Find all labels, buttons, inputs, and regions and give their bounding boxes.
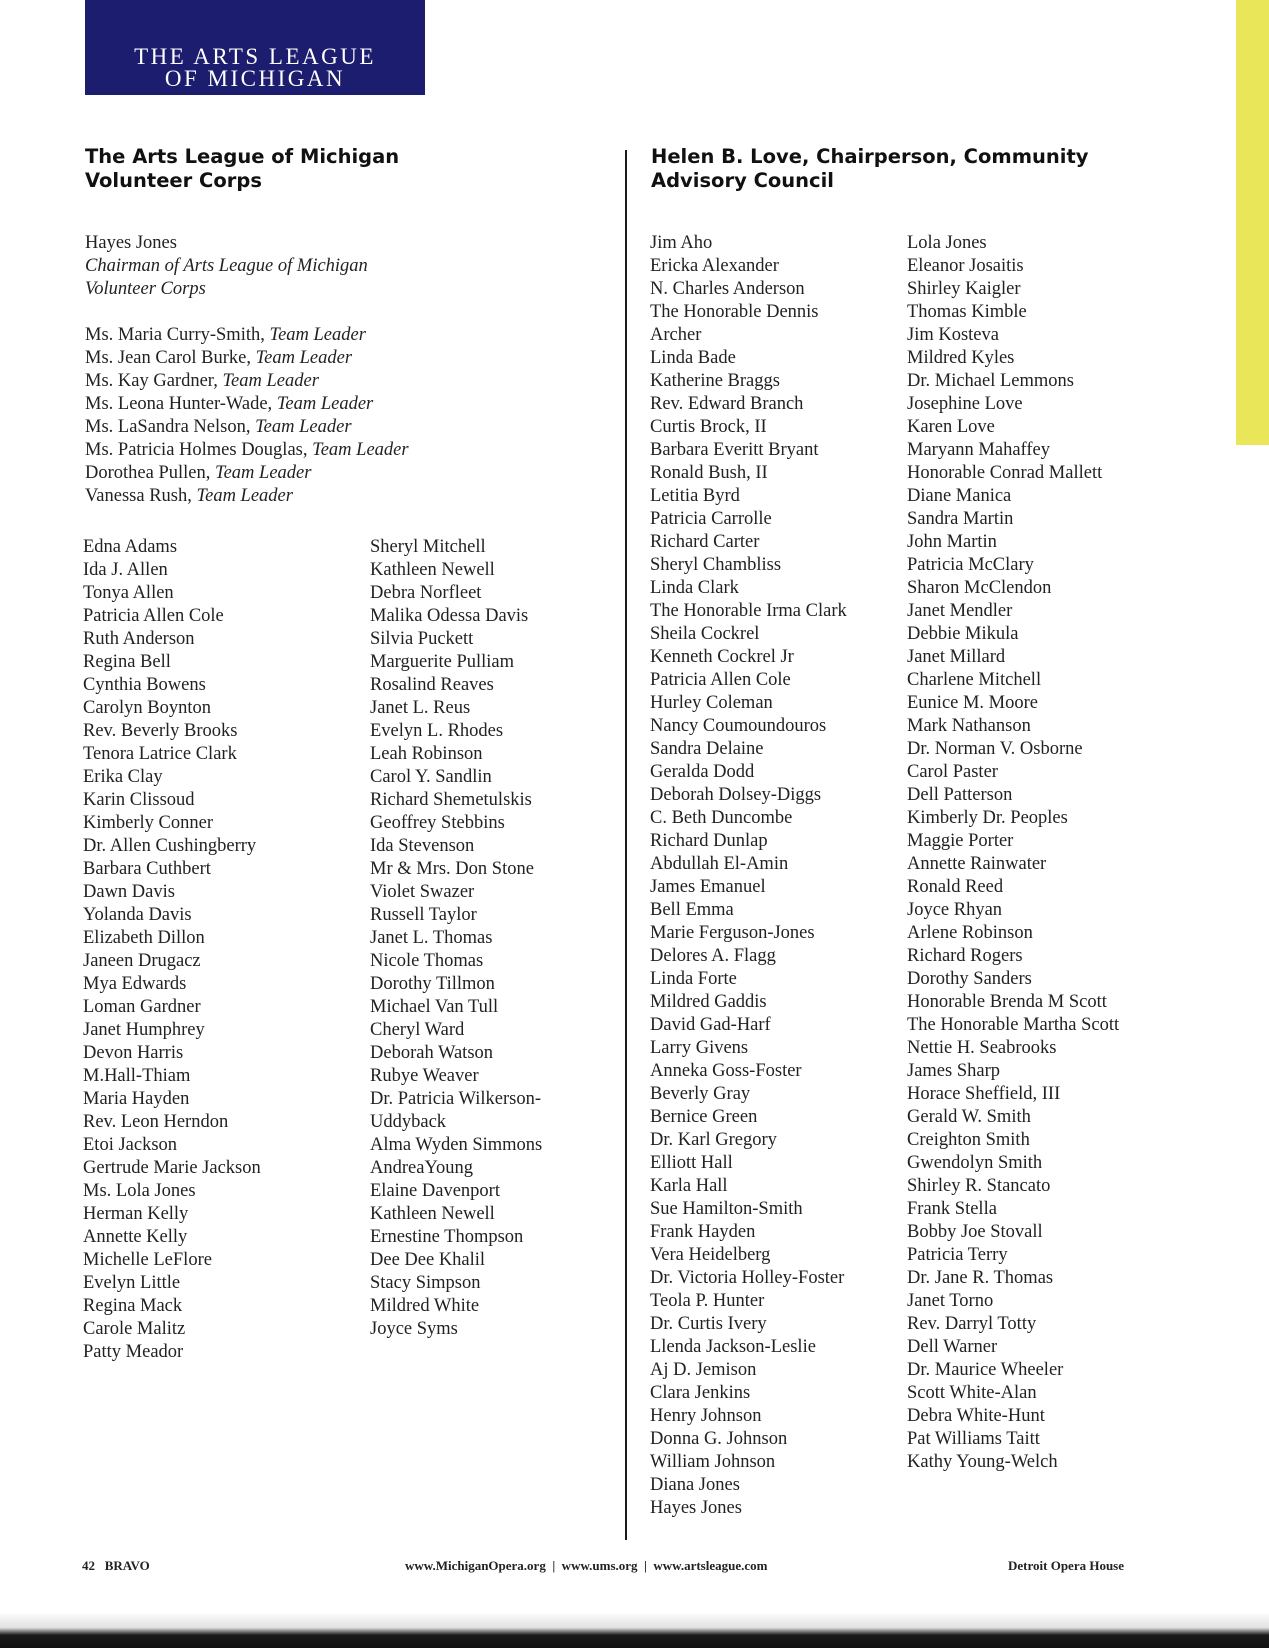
list-item: Regina Bell (83, 652, 171, 672)
advisory-list-column-2 (907, 232, 1119, 1474)
list-item: Janet L. Thomas (370, 928, 493, 948)
team-leader-name: Ms. Maria Curry-Smith, (85, 325, 270, 345)
list-item: Karen Love (907, 417, 995, 437)
list-item: Ronald Bush, II (650, 463, 768, 483)
list-item: Mya Edwards (83, 974, 187, 994)
page-number: 42 (82, 1558, 95, 1573)
advisory-list-column-1 (650, 232, 847, 1520)
list-item: Loman Gardner (83, 997, 201, 1017)
list-item: Michelle LeFlore (83, 1250, 212, 1270)
list-item: Charlene Mitchell (907, 670, 1042, 690)
list-item: Nettie H. Seabrooks (907, 1038, 1057, 1058)
list-item: Dorothy Sanders (907, 969, 1032, 989)
list-item: Ruth Anderson (83, 629, 195, 649)
list-item: Ericka Alexander (650, 256, 779, 276)
list-item: Delores A. Flagg (650, 946, 776, 966)
list-item: Shirley R. Stancato (907, 1176, 1051, 1196)
volunteer-list-column-1 (83, 536, 261, 1364)
list-item: AndreaYoung (370, 1158, 473, 1178)
team-leader-name: Ms. Patricia Holmes Douglas, (85, 440, 313, 460)
team-leader-role: Team Leader (255, 348, 353, 368)
page-edge-strip (1236, 0, 1269, 445)
list-item: Cheryl Ward (370, 1020, 465, 1040)
list-item: Janet Humphrey (83, 1020, 205, 1040)
team-leader-name: Ms. Kay Gardner, (85, 371, 223, 391)
list-item: Tonya Allen (83, 583, 174, 603)
list-item: Dr. Maurice Wheeler (907, 1360, 1064, 1380)
list-item: Richard Rogers (907, 946, 1023, 966)
list-item: Linda Clark (650, 578, 739, 598)
list-item: Ms. Lola Jones (83, 1181, 196, 1201)
list-item: Patricia Terry (907, 1245, 1008, 1265)
team-leader-role: Team Leader (255, 417, 352, 437)
list-item: Erika Clay (83, 767, 163, 787)
list-item: Michael Van Tull (370, 997, 499, 1017)
list-item: Ernestine Thompson (370, 1227, 524, 1247)
list-item: Evelyn L. Rhodes (370, 721, 504, 741)
list-item: Janet Torno (907, 1291, 994, 1311)
list-item: Karla Hall (650, 1176, 728, 1196)
list-item: Patty Meador (83, 1342, 184, 1362)
footer-websites: www.MichiganOpera.org | www.ums.org | www.artsleague.com (405, 1558, 768, 1573)
list-item: Patricia McClary (907, 555, 1034, 575)
list-item: The Honorable Irma Clark (650, 601, 847, 621)
team-leader-role: Team Leader (222, 371, 319, 391)
list-item: Scott White-Alan (907, 1383, 1037, 1403)
list-item: Kimberly Conner (83, 813, 213, 833)
list-item: Llenda Jackson-Leslie (650, 1337, 816, 1357)
list-item: Jim Aho (650, 233, 713, 253)
list-item: Patricia Allen Cole (650, 670, 791, 690)
list-item: Carole Malitz (83, 1319, 186, 1339)
list-item: Gerald W. Smith (907, 1107, 1031, 1127)
list-item: Larry Givens (650, 1038, 749, 1058)
list-item: Kathleen Newell (370, 560, 495, 580)
list-item: Gertrude Marie Jackson (83, 1158, 261, 1178)
list-item: John Martin (907, 532, 997, 552)
list-item: Deborah Dolsey-Diggs (650, 785, 822, 805)
list-item: Annette Kelly (83, 1227, 188, 1247)
list-item: Linda Bade (650, 348, 736, 368)
list-item: Debra White-Hunt (907, 1406, 1045, 1426)
list-item: Richard Shemetulskis (370, 790, 532, 810)
list-item: Honorable Brenda M Scott (907, 992, 1107, 1012)
list-item: Katherine Braggs (650, 371, 780, 391)
list-item: Cynthia Bowens (83, 675, 206, 695)
team-leader-name: Vanessa Rush, (85, 486, 197, 506)
list-item: Elizabeth Dillon (83, 928, 205, 948)
masthead-banner (85, 0, 425, 95)
list-item: Debra Norfleet (370, 583, 482, 603)
list-item: Dell Warner (907, 1337, 998, 1357)
list-item: Sandra Delaine (650, 739, 764, 759)
list-item: Carol Y. Sandlin (370, 767, 492, 787)
list-item: Dorothy Tillmon (370, 974, 495, 994)
list-item: Mildred Kyles (907, 348, 1015, 368)
team-leader-item (85, 393, 409, 416)
list-item: Ronald Reed (907, 877, 1004, 897)
list-item: Diana Jones (650, 1475, 740, 1495)
list-item: Linda Forte (650, 969, 737, 989)
list-item: Frank Stella (907, 1199, 997, 1219)
list-item: Malika Odessa Davis (370, 606, 529, 626)
list-item: Annette Rainwater (907, 854, 1047, 874)
list-item: Dr. Victoria Holley-Foster (650, 1268, 845, 1288)
list-item: James Sharp (907, 1061, 1000, 1081)
list-item: Honorable Conrad Mallett (907, 463, 1103, 483)
list-item: Evelyn Little (83, 1273, 181, 1293)
list-item: Sheryl Chambliss (650, 555, 782, 575)
list-item: Karin Clissoud (83, 790, 195, 810)
list-item: Thomas Kimble (907, 302, 1027, 322)
list-item: Rev. Leon Herndon (83, 1112, 229, 1132)
list-item: Beverly Gray (650, 1084, 751, 1104)
list-item: Barbara Cuthbert (83, 859, 211, 879)
list-item: Geoffrey Stebbins (370, 813, 505, 833)
list-item: Dr. Jane R. Thomas (907, 1268, 1054, 1288)
list-item: Rev. Edward Branch (650, 394, 804, 414)
advisory-council-heading: Helen B. Love, Chairperson, Community Advisory Council (651, 145, 1089, 192)
list-item: Ida Stevenson (370, 836, 475, 856)
team-leader-role: Team Leader (196, 486, 293, 506)
list-item: Nicole Thomas (370, 951, 484, 971)
list-item: Herman Kelly (83, 1204, 189, 1224)
list-item: Sandra Martin (907, 509, 1014, 529)
list-item: Donna G. Johnson (650, 1429, 788, 1449)
list-item: Yolanda Davis (83, 905, 192, 925)
list-item: Stacy Simpson (370, 1273, 481, 1293)
chairman-block (85, 232, 368, 301)
list-item: Kathleen Newell (370, 1204, 495, 1224)
list-item: Teola P. Hunter (650, 1291, 765, 1311)
list-item: Maria Hayden (83, 1089, 190, 1109)
list-item: Mr & Mrs. Don Stone (370, 859, 534, 879)
list-item: Nancy Coumoundouros (650, 716, 827, 736)
list-item: James Emanuel (650, 877, 766, 897)
team-leader-name: Dorothea Pullen, (85, 463, 215, 483)
list-item: Mark Nathanson (907, 716, 1031, 736)
team-leader-role: Team Leader (215, 463, 312, 483)
list-item: Eunice M. Moore (907, 693, 1039, 713)
list-item: Josephine Love (907, 394, 1023, 414)
list-item: Hayes Jones (650, 1498, 742, 1518)
list-item: Vera Heidelberg (650, 1245, 771, 1265)
list-item: Elliott Hall (650, 1153, 733, 1173)
list-item: Bell Emma (650, 900, 734, 920)
list-item: Russell Taylor (370, 905, 477, 925)
list-item: Regina Mack (83, 1296, 183, 1316)
column-divider (625, 150, 627, 1540)
team-leader-item (85, 485, 409, 508)
list-item: Patricia Carrolle (650, 509, 772, 529)
list-item: Sheryl Mitchell (370, 537, 486, 557)
list-item: Kathy Young-Welch (907, 1452, 1058, 1472)
list-item: Curtis Brock, II (650, 417, 767, 437)
team-leader-name: Ms. LaSandra Nelson, (85, 417, 256, 437)
list-item: Maryann Mahaffey (907, 440, 1050, 460)
list-item: Henry Johnson (650, 1406, 762, 1426)
list-item: Barbara Everitt Bryant (650, 440, 819, 460)
list-item: Lola Jones (907, 233, 987, 253)
list-item: C. Beth Duncombe (650, 808, 793, 828)
list-item: Rev. Darryl Totty (907, 1314, 1037, 1334)
list-item: Debbie Mikula (907, 624, 1019, 644)
list-item: Arlene Robinson (907, 923, 1033, 943)
list-item: Letitia Byrd (650, 486, 740, 506)
list-item: Creighton Smith (907, 1130, 1030, 1150)
masthead-line-1: THE ARTS LEAGUE (134, 44, 376, 69)
list-item: Elaine Davenport (370, 1181, 500, 1201)
list-item: Rubye Weaver (370, 1066, 479, 1086)
team-leader-role: Team Leader (312, 440, 409, 460)
list-item: Janet L. Reus (370, 698, 471, 718)
list-item: M.Hall-Thiam (83, 1066, 191, 1086)
team-leader-item (85, 439, 409, 462)
list-item: Silvia Puckett (370, 629, 474, 649)
list-item: Richard Carter (650, 532, 760, 552)
list-item: Sue Hamilton-Smith (650, 1199, 803, 1219)
team-leader-item (85, 462, 409, 485)
volunteer-corps-heading: The Arts League of Michigan Volunteer Corps (85, 145, 400, 192)
list-item: Edna Adams (83, 537, 178, 557)
list-item: Leah Robinson (370, 744, 483, 764)
list-item: Dr. Patricia Wilkerson- (370, 1089, 542, 1109)
list-item: Geralda Dodd (650, 762, 755, 782)
list-item: The Honorable Martha Scott (907, 1015, 1120, 1035)
list-item: Clara Jenkins (650, 1383, 751, 1403)
list-item: Richard Dunlap (650, 831, 768, 851)
list-item: Horace Sheffield, III (907, 1084, 1061, 1104)
team-leader-name: Ms. Leona Hunter-Wade, (85, 394, 277, 414)
list-item: Dr. Curtis Ivery (650, 1314, 767, 1334)
list-item: Bobby Joe Stovall (907, 1222, 1043, 1242)
list-item: Janet Mendler (907, 601, 1013, 621)
team-leader-item (85, 416, 409, 439)
list-item: William Johnson (650, 1452, 776, 1472)
list-item: Carol Paster (907, 762, 998, 782)
page-bottom-edge (0, 1614, 1269, 1648)
list-item: Alma Wyden Simmons (370, 1135, 543, 1155)
list-item: Dr. Allen Cushingberry (83, 836, 257, 856)
team-leader-item (85, 324, 409, 347)
list-item: The Honorable Dennis (650, 302, 819, 322)
team-leader-role: Team Leader (276, 394, 374, 414)
list-item: Etoi Jackson (83, 1135, 178, 1155)
list-item: Rosalind Reaves (370, 675, 494, 695)
footer-folio (82, 1558, 150, 1574)
list-item: Sharon McClendon (907, 578, 1052, 598)
list-item: Joyce Rhyan (907, 900, 1003, 920)
list-item: Archer (650, 325, 702, 345)
list-item: Shirley Kaigler (907, 279, 1021, 299)
list-item: N. Charles Anderson (650, 279, 805, 299)
volunteer-list-column-2 (370, 536, 542, 1341)
list-item: Devon Harris (83, 1043, 184, 1063)
list-item: Uddyback (370, 1112, 447, 1132)
list-item: Pat Williams Taitt (907, 1429, 1040, 1449)
list-item: Marguerite Pulliam (370, 652, 515, 672)
chairman-title-line-1: Chairman of Arts League of Michigan (85, 256, 368, 276)
list-item: Tenora Latrice Clark (83, 744, 237, 764)
team-leader-item (85, 370, 409, 393)
team-leader-item (85, 347, 409, 370)
list-item: Joyce Syms (370, 1319, 458, 1339)
list-item: Dr. Michael Lemmons (907, 371, 1074, 391)
list-item: Anneka Goss-Foster (650, 1061, 802, 1081)
list-item: Carolyn Boynton (83, 698, 211, 718)
chairman-title-line-2: Volunteer Corps (85, 279, 206, 299)
list-item: Marie Ferguson-Jones (650, 923, 815, 943)
team-leader-list (85, 324, 409, 508)
list-item: Gwendolyn Smith (907, 1153, 1043, 1173)
list-item: Aj D. Jemison (650, 1360, 757, 1380)
list-item: Dee Dee Khalil (370, 1250, 486, 1270)
list-item: Rev. Beverly Brooks (83, 721, 238, 741)
list-item: Sheila Cockrel (650, 624, 760, 644)
masthead-line-2: OF MICHIGAN (164, 66, 346, 91)
list-item: Kenneth Cockrel Jr (650, 647, 794, 667)
list-item: David Gad-Harf (650, 1015, 771, 1035)
list-item: Eleanor Josaitis (907, 256, 1024, 276)
list-item: Diane Manica (907, 486, 1012, 506)
publication-name: BRAVO (104, 1558, 150, 1573)
team-leader-role: Team Leader (269, 325, 366, 345)
list-item: Mildred Gaddis (650, 992, 767, 1012)
chairman-name: Hayes Jones (85, 233, 177, 253)
list-item: Dawn Davis (83, 882, 175, 902)
list-item: Janeen Drugacz (83, 951, 201, 971)
list-item: Violet Swazer (370, 882, 475, 902)
list-item: Abdullah El-Amin (650, 854, 789, 874)
list-item: Maggie Porter (907, 831, 1014, 851)
list-item: Dell Patterson (907, 785, 1013, 805)
list-item: Deborah Watson (370, 1043, 494, 1063)
list-item: Janet Millard (907, 647, 1006, 667)
team-leader-name: Ms. Jean Carol Burke, (85, 348, 256, 368)
list-item: Dr. Norman V. Osborne (907, 739, 1083, 759)
list-item: Hurley Coleman (650, 693, 773, 713)
list-item: Jim Kosteva (907, 325, 999, 345)
list-item: Ida J. Allen (83, 560, 168, 580)
list-item: Mildred White (370, 1296, 480, 1316)
list-item: Bernice Green (650, 1107, 758, 1127)
list-item: Frank Hayden (650, 1222, 756, 1242)
list-item: Patricia Allen Cole (83, 606, 224, 626)
footer-venue: Detroit Opera House (1008, 1558, 1125, 1573)
list-item: Dr. Karl Gregory (650, 1130, 777, 1150)
list-item: Kimberly Dr. Peoples (907, 808, 1068, 828)
